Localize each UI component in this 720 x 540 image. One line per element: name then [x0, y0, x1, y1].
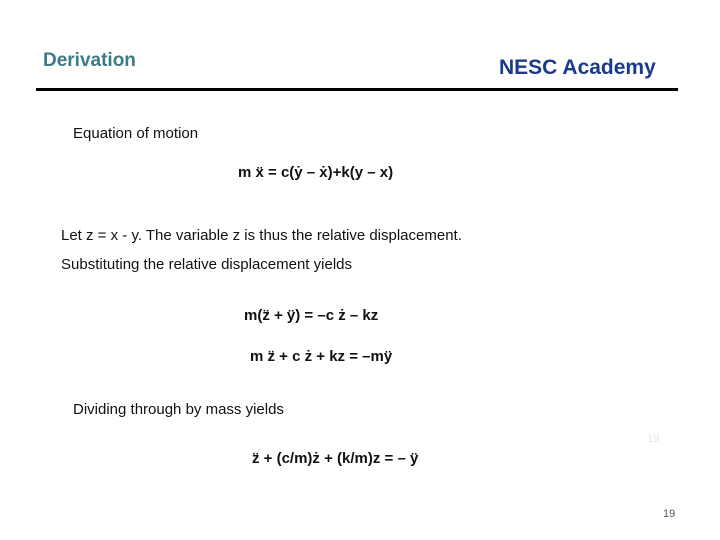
text-relative-displacement: Let z = x - y. The variable z is thus the relative displacement.: [61, 227, 462, 244]
equation-motion: m ẍ = c(ẏ – ẋ)+k(y – x): [238, 164, 394, 181]
equation-substituted: m(z̈ + ÿ) = –c ż – kz: [244, 307, 379, 324]
equation-rearranged: m z̈ + c ż + kz = –mÿ: [250, 348, 393, 365]
text-substituting: Substituting the relative displacement yields: [61, 256, 352, 273]
text-dividing: Dividing through by mass yields: [73, 401, 284, 418]
equation-normalized: z̈ + (c/m)ż + (k/m)z = – ÿ: [252, 450, 419, 467]
header-divider: [36, 88, 678, 91]
brand-name: NESC Academy: [499, 56, 656, 79]
page-number: 19: [663, 508, 676, 520]
slide-title: Derivation: [43, 50, 136, 71]
page-number-faint: 19: [647, 433, 660, 445]
text-equation-of-motion: Equation of motion: [73, 125, 199, 142]
